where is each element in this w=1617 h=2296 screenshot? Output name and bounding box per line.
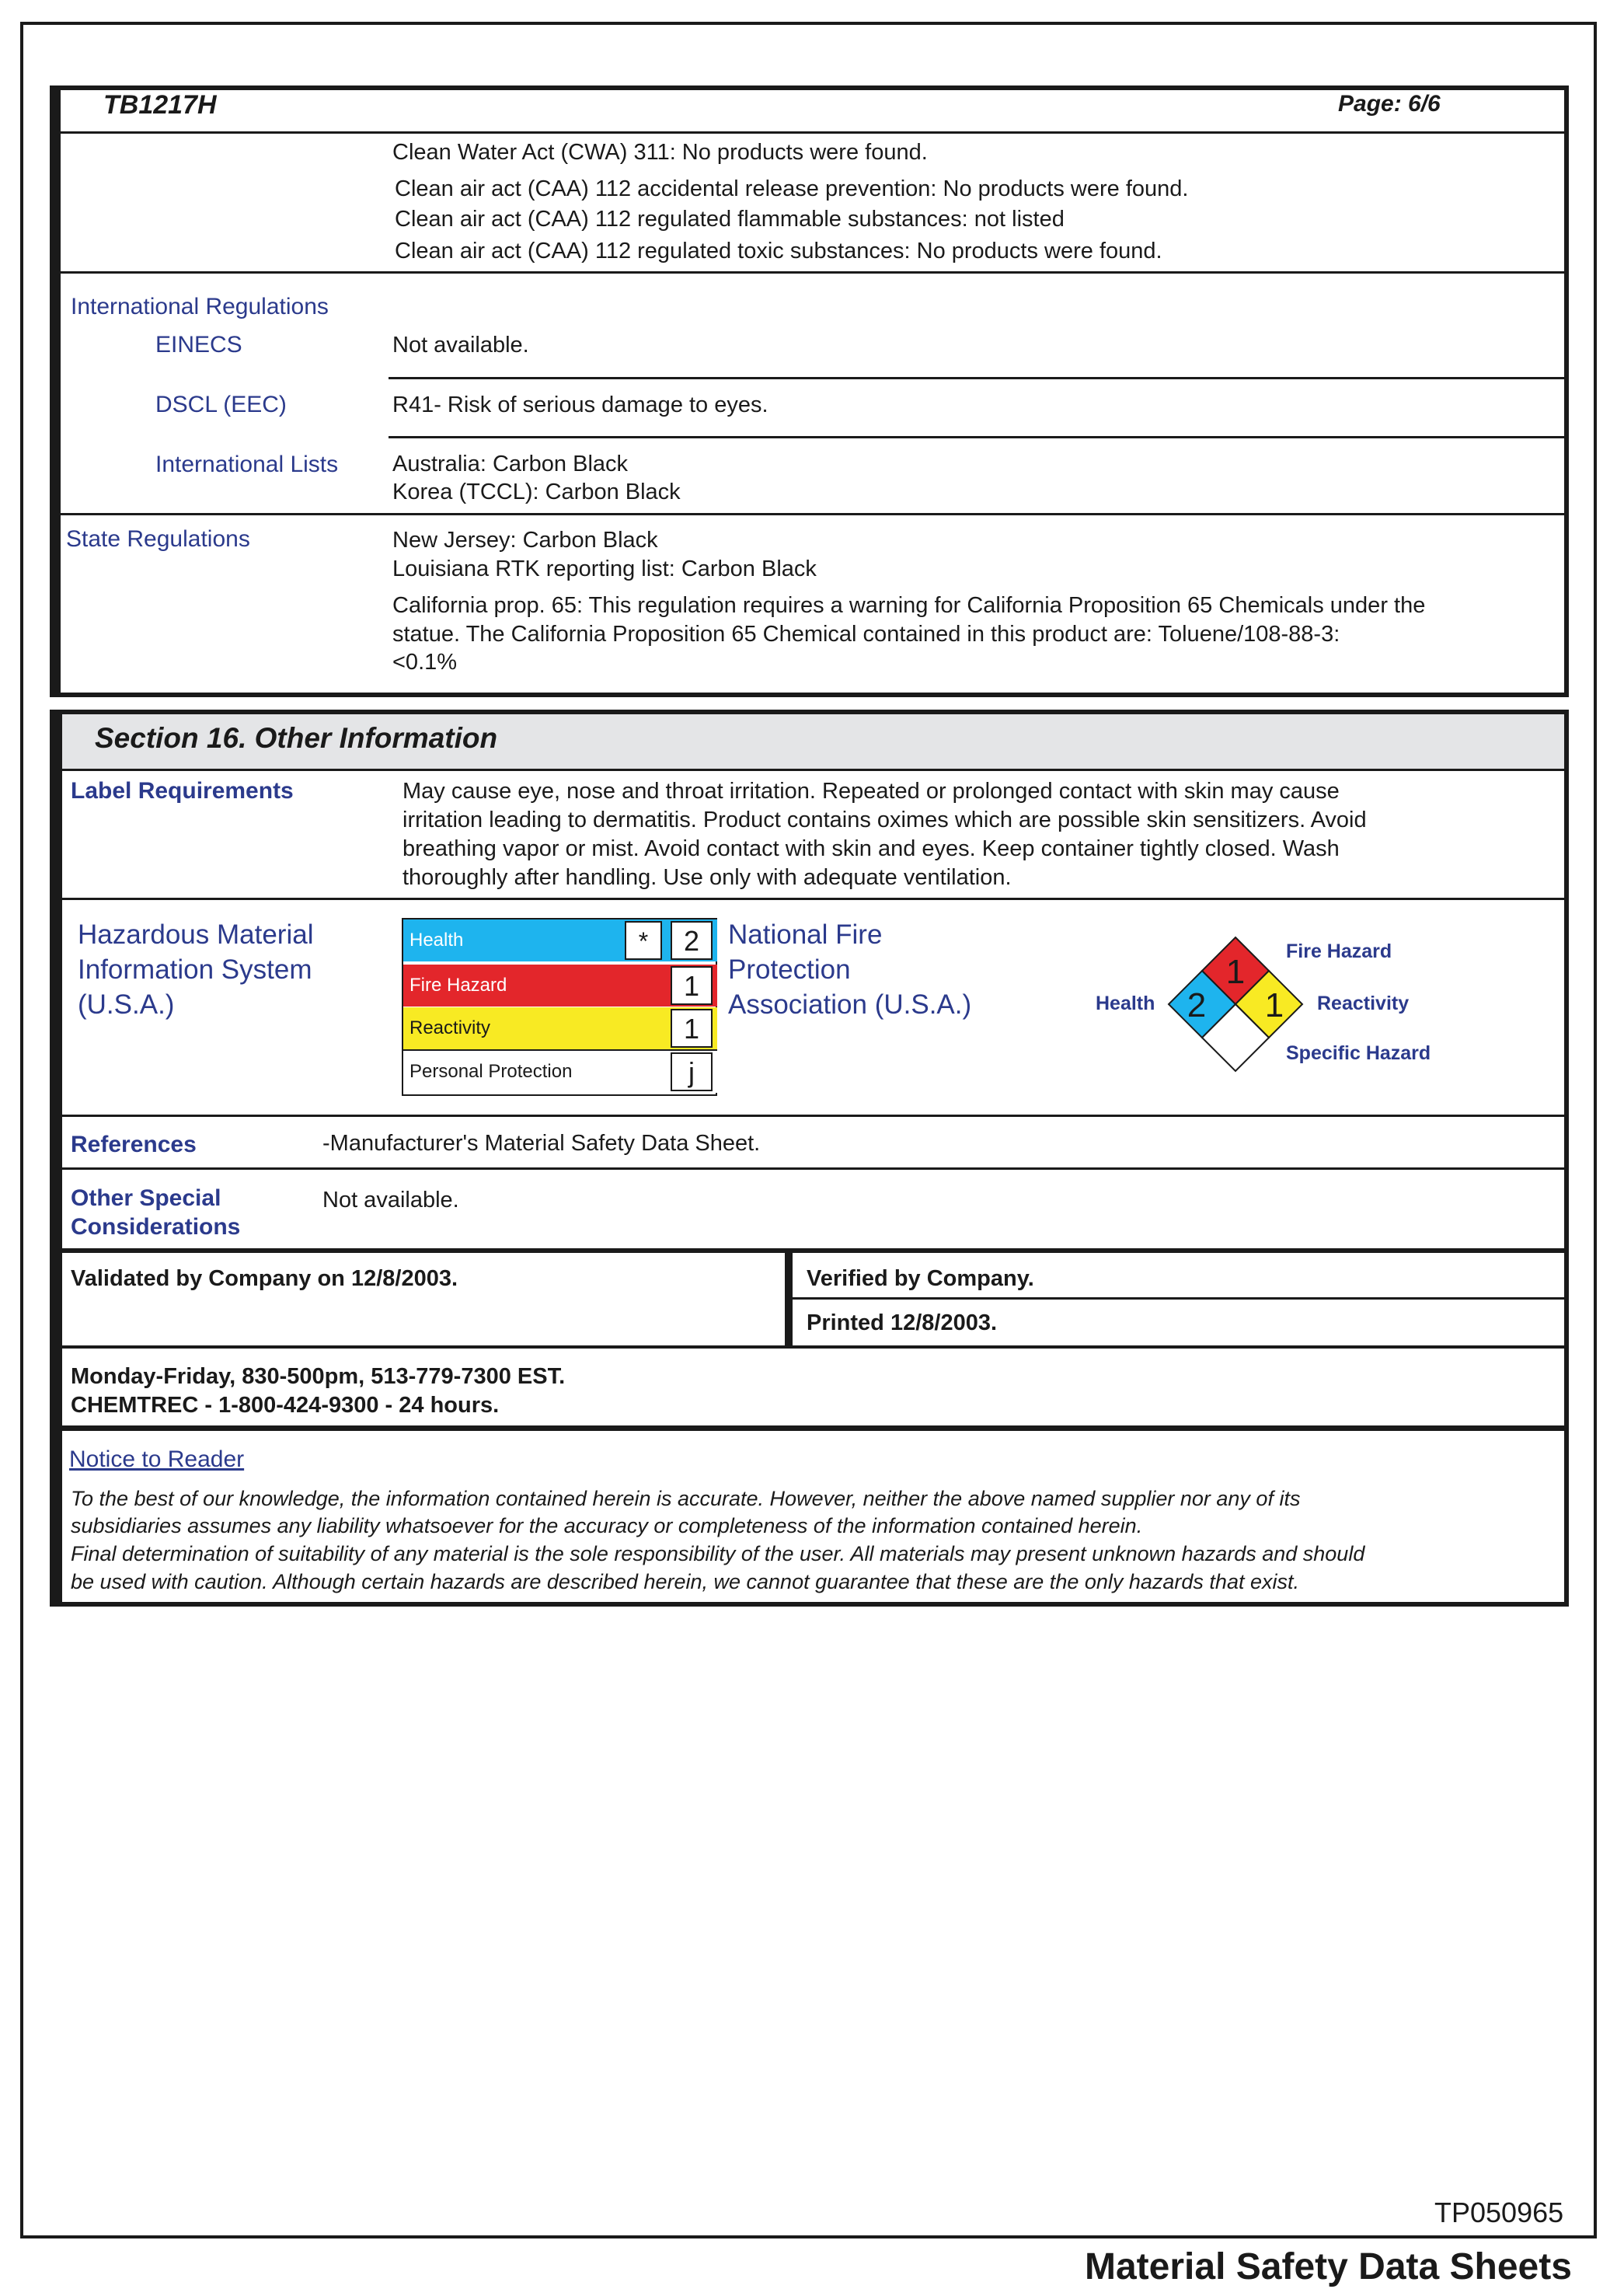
contact-hours: Monday-Friday, 830-500pm, 513-779-7300 EST. [71, 1364, 566, 1389]
state-line-ca-1: California prop. 65: This regulation requires a warning for California Proposition 65 Chemicals under the [392, 593, 1426, 618]
nfpa-reactivity-value: 1 [1264, 986, 1284, 1024]
nfpa-health-label: Health [1096, 993, 1155, 1014]
notice-line-4: be used with caution. Although certain hazards are described herein, we cannot guarantee that these are the only hazards that exist. [71, 1570, 1299, 1593]
label-requirements-label: Label Requirements [71, 778, 294, 804]
einecs-label: EINECS [155, 332, 242, 358]
section16-title-divider [62, 769, 1564, 771]
hmis-fire-value: 1 [671, 966, 713, 1005]
hmis-reactivity-label: Reactivity [409, 1017, 491, 1038]
hmis-ppe-label: Personal Protection [409, 1061, 573, 1082]
international-list-australia: Australia: Carbon Black [392, 452, 629, 476]
hazard-divider [62, 1115, 1564, 1117]
nfpa-title-line-3: Association (U.S.A.) [728, 989, 972, 1020]
contact-divider [62, 1425, 1564, 1431]
other-label-line-1: Other Special [71, 1185, 221, 1211]
section16-title: Section 16. Other Information [95, 722, 498, 754]
label-req-line-1: May cause eye, nose and throat irritation. Repeated or prolonged contact with skin may cause [403, 779, 1340, 804]
notice-line-1: To the best of our knowledge, the information contained herein is accurate. However, neither the above named supplier nor any of its [71, 1487, 1301, 1510]
nfpa-health-value: 2 [1187, 986, 1207, 1024]
label-req-line-2: irritation leading to dermatitis. Product contains oximes which are possible skin sensitizers. Avoid [403, 808, 1367, 832]
product-code: TB1217H [103, 90, 217, 120]
einecs-value: Not available. [392, 333, 529, 358]
dscl-label: DSCL (EEC) [155, 392, 287, 417]
federal-divider [61, 271, 1564, 274]
validation-vertical-divider [785, 1253, 793, 1345]
dscl-divider [389, 436, 1564, 438]
notice-title: Notice to Reader [69, 1446, 245, 1472]
hmis-reactivity-value: 1 [671, 1009, 713, 1048]
hmis-fire-label: Fire Hazard [409, 975, 507, 996]
hmis-health-star: * [625, 921, 662, 960]
printed-text: Printed 12/8/2003. [807, 1310, 998, 1335]
section16-left-thick-border [50, 710, 62, 1607]
footer-title: Material Safety Data Sheets [1085, 2246, 1572, 2287]
caa-toxic-line: Clean air act (CAA) 112 regulated toxic substances: No products were found. [395, 239, 1162, 263]
international-lists-label: International Lists [155, 452, 339, 477]
hmis-health-value: 2 [671, 921, 713, 960]
nfpa-title-line-1: National Fire [728, 919, 883, 950]
international-divider [61, 513, 1564, 515]
label-req-line-3: breathing vapor or mist. Avoid contact with skin and eyes. Keep container tightly closed. Wash [403, 836, 1340, 861]
notice-line-2: subsidiaries assumes any liability whatsoever for the accuracy or completeness of the information contained herein. [71, 1514, 1143, 1537]
state-line-ca-3: <0.1% [392, 650, 458, 675]
other-divider [62, 1248, 1564, 1253]
box-left-thick-border [50, 85, 61, 697]
nfpa-fire-value: 1 [1225, 953, 1246, 991]
nfpa-diamond [1166, 934, 1305, 1074]
label-req-line-4: thoroughly after handling. Use only with adequate ventilation. [403, 865, 1012, 890]
einecs-divider [389, 377, 1564, 379]
contact-chemtrec: CHEMTREC - 1-800-424-9300 - 24 hours. [71, 1393, 500, 1418]
hmis-health-label: Health [409, 930, 464, 951]
verified-divider [793, 1297, 1564, 1300]
state-line-ca-2: statue. The California Proposition 65 Chemical contained in this product are: Toluene/108-88-3: [392, 622, 1340, 647]
nfpa-title-line-2: Protection [728, 954, 851, 985]
international-list-korea: Korea (TCCL): Carbon Black [392, 480, 681, 504]
nfpa-fire-label: Fire Hazard [1286, 940, 1392, 962]
references-divider [62, 1167, 1564, 1170]
header-divider [61, 131, 1564, 134]
verified-text: Verified by Company. [807, 1266, 1034, 1291]
other-label-line-2: Considerations [71, 1214, 241, 1240]
label-req-divider [62, 898, 1564, 900]
references-value: -Manufacturer's Material Safety Data Sheet. [322, 1131, 761, 1156]
hmis-title-line-1: Hazardous Material [78, 919, 314, 950]
hmis-label [402, 918, 717, 1096]
international-regulations-heading: International Regulations [71, 294, 329, 319]
page-number: Page: 6/6 [1338, 91, 1441, 117]
references-label: References [71, 1132, 197, 1157]
doc-code: TP050965 [1434, 2197, 1564, 2228]
dscl-value: R41- Risk of serious damage to eyes. [392, 393, 768, 417]
validation-bottom-divider [62, 1345, 1564, 1349]
notice-line-3: Final determination of suitability of any material is the sole responsibility of the user. All materials may present unknown hazards and should [71, 1542, 1365, 1565]
hmis-ppe-value: j [671, 1052, 713, 1091]
caa-flammable-line: Clean air act (CAA) 112 regulated flammable substances: not listed [395, 207, 1065, 232]
hmis-title-line-3: (U.S.A.) [78, 989, 175, 1020]
other-value: Not available. [322, 1188, 459, 1213]
cwa-line: Clean Water Act (CWA) 311: No products were found. [392, 140, 928, 165]
nfpa-specific-label: Specific Hazard [1286, 1042, 1431, 1064]
state-line-la: Louisiana RTK reporting list: Carbon Black [392, 557, 817, 581]
state-regulations-label: State Regulations [66, 526, 250, 552]
validated-text: Validated by Company on 12/8/2003. [71, 1266, 458, 1291]
nfpa-reactivity-label: Reactivity [1317, 993, 1410, 1014]
hmis-title-line-2: Information System [78, 954, 312, 985]
caa-accidental-line: Clean air act (CAA) 112 accidental release prevention: No products were found. [395, 176, 1189, 201]
state-line-nj: New Jersey: Carbon Black [392, 528, 658, 553]
